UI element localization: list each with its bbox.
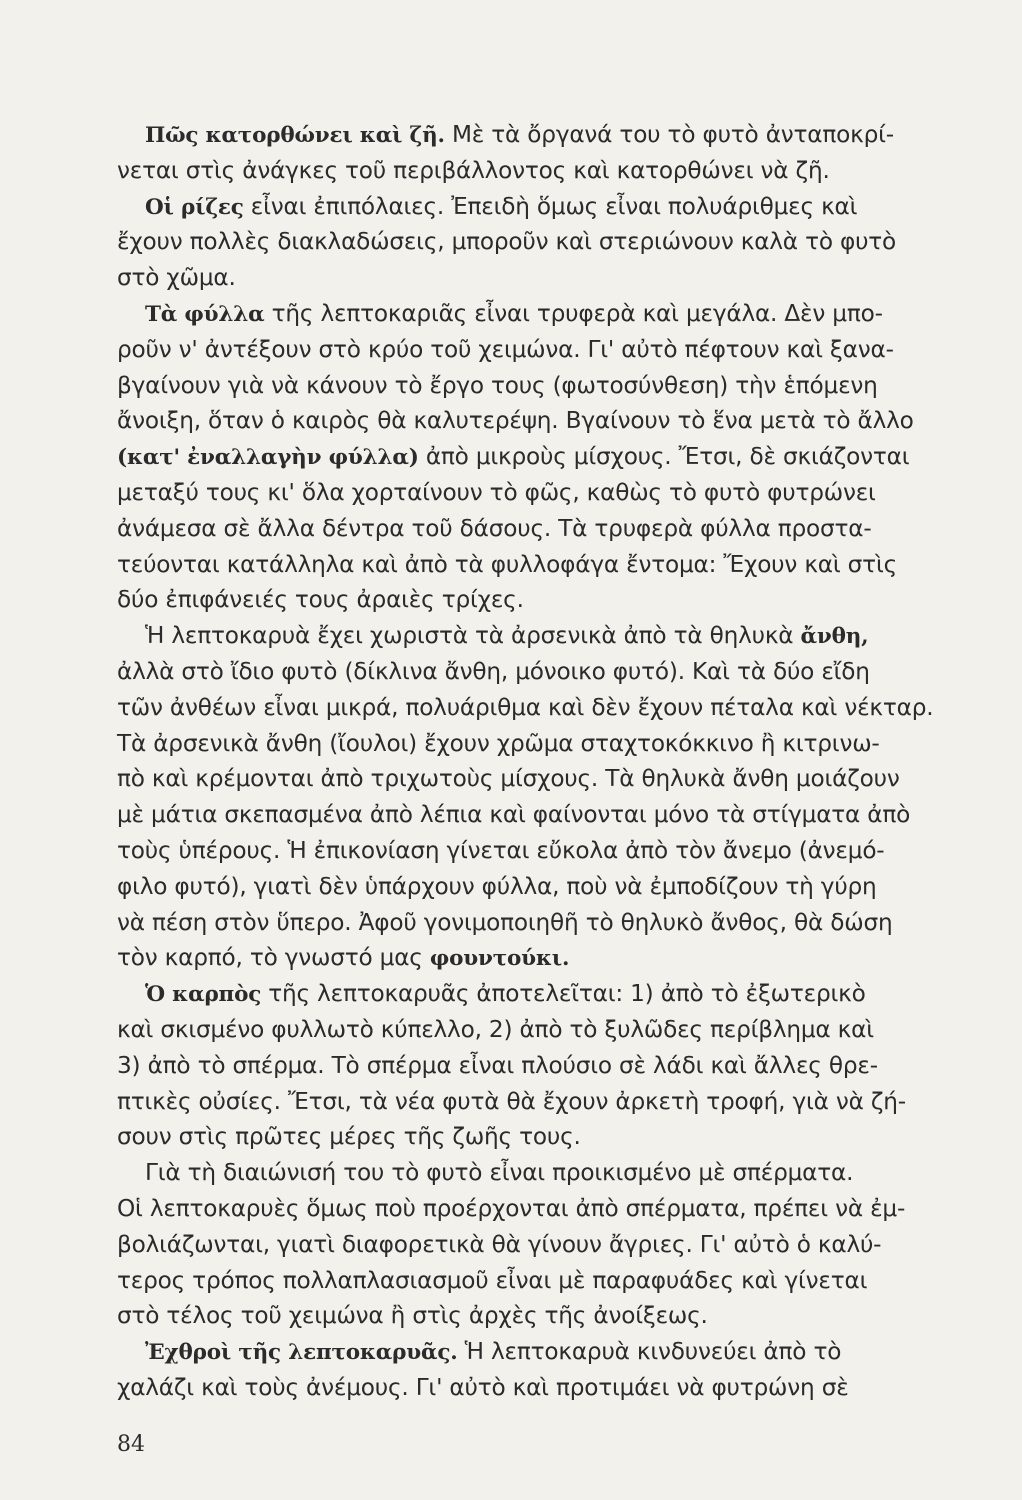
text-line [117,1156,962,1192]
text-line [117,1013,962,1049]
text-line-bold-term: Ἐχθροὶ τῆς λεπτοκαρυᾶς. [145,1340,458,1366]
text-line [117,1299,962,1335]
text-line-plain: μὲ μάτια σκεπασμένα ἀπὸ λέπια καὶ φαίνονται μόνο τὰ στίγματα ἀπὸ [117,801,911,829]
text-line [117,225,962,261]
text-line [117,977,962,1013]
text-line [117,369,962,405]
text-line [117,798,962,834]
text-line-plain: ροῦν ν' ἀντέξουν στὸ κρύο τοῦ χειμώνα. Γι' αὐτὸ πέφτουν καὶ ξανα- [117,335,894,363]
text-line [117,762,962,798]
text-line-bold-term: Ὁ καρπὸς [145,982,262,1008]
text-line [117,261,962,297]
text-line-plain: στὸ τέλος τοῦ χειμώνα ἢ στὶς ἀρχὲς τῆς ἀνοίξεως. [117,1302,708,1330]
text-line [117,512,962,548]
text-line-plain: τὸν καρπό, τὸ γνωστό μας [117,944,430,972]
text-line-plain: Τὰ ἀρσενικὰ ἄνθη (ἴουλοι) ἔχουν χρῶμα σταχτοκόκκινο ἢ κιτρινω- [117,729,880,757]
text-line [117,404,962,440]
text-line-bold-term: Πῶς κατορθώνει καὶ ζῆ. [145,123,445,148]
text-line-bold-term: (κατ' ἐναλλαγὴν φύλλα) [117,445,419,471]
text-line-bold-term: ἄνθη, [800,624,869,650]
text-line [117,1049,962,1085]
text-line-plain-after: Ἡ λεπτοκαρυὰ κινδυνεύει ἀπὸ τὸ [457,1338,842,1366]
text-line-plain: ἀλλὰ στὸ ἴδιο φυτὸ (δίκλινα ἄνθη, μόνοικο φυτό). Καὶ τὰ δύο εἴδη [117,657,870,685]
text-line-plain-after: Μὲ τὰ ὄργανά του τὸ φυτὸ ἀνταποκρί- [444,121,894,148]
text-line-plain: Ἡ λεπτοκαρυὰ ἔχει χωριστὰ τὰ ἀρσενικὰ ἀπὸ τὰ θηλυκὰ [145,622,801,650]
text-line [117,1120,962,1156]
text-line [117,941,962,977]
text-line-plain: φιλο φυτό), γιατὶ δὲν ὑπάρχουν φύλλα, ποὺ νὰ ἐμποδίζουν τὴ γύρη [117,872,877,900]
text-line [117,691,962,727]
text-line [117,906,962,942]
page-number: 84 [117,1432,145,1457]
text-line-plain: στὸ χῶμα. [117,264,236,292]
text-line [117,118,962,154]
text-line [117,548,962,584]
text-line [117,583,962,619]
text-line-plain-after: εἶναι ἐπιπόλαιες. Ἐπειδὴ ὅμως εἶναι πολυάριθμες καὶ [243,192,858,220]
text-line-plain: χαλάζι καὶ τοὺς ἀνέμους. Γι' αὐτὸ καὶ προτιμάει νὰ φυτρώνη σὲ [117,1373,849,1401]
text-line-bold-term: Τὰ φύλλα [145,301,265,327]
text-line-plain: πὸ καὶ κρέμονται ἀπὸ τριχωτοὺς μίσχους. Τὰ θηλυκὰ ἄνθη μοιάζουν [117,765,900,793]
text-line [117,1335,962,1371]
body-text [117,118,962,1407]
text-line-plain: τοὺς ὑπέρους. Ἡ ἐπικονίαση γίνεται εὔκολα ἀπὸ τὸν ἄνεμο (ἀνεμό- [117,836,885,864]
text-line-plain-after: ἀπὸ μικροὺς μίσχους. Ἔτσι, δὲ σκιάζονται [418,443,910,471]
text-line-plain: δύο ἐπιφάνειές τους ἀραιὲς τρίχες. [117,586,524,614]
text-line [117,297,962,333]
text-line-plain: βγαίνουν γιὰ νὰ κάνουν τὸ ἔργο τους (φωτοσύνθεση) τὴν ἑπόμενη [117,371,878,399]
text-line-plain: σουν στὶς πρῶτες μέρες τῆς ζωῆς τους. [117,1123,581,1151]
text-line-plain-after: τῆς λεπτοκαριᾶς εἶναι τρυφερὰ καὶ μεγάλα. Δὲν μπο- [264,299,883,327]
text-line-plain: Οἱ λεπτοκαρυὲς ὅμως ποὺ προέρχονται ἀπὸ σπέρματα, πρέπει νὰ ἐμ- [117,1194,906,1222]
text-line-bold-term: φουντούκι. [429,946,570,972]
text-line [117,190,962,226]
text-line [117,154,962,190]
text-line-plain: ἔχουν πολλὲς διακλαδώσεις, μποροῦν καὶ στεριώνουν καλὰ τὸ φυτὸ [117,228,897,256]
text-line [117,440,962,476]
text-line [117,1264,962,1300]
text-line [117,727,962,763]
text-line [117,870,962,906]
text-line-plain: τερος τρόπος πολλαπλασιασμοῦ εἶναι μὲ παραφυάδες καὶ γίνεται [117,1266,868,1294]
text-line [117,1192,962,1228]
text-line-plain: νεται στὶς ἀνάγκες τοῦ περιβάλλοντος καὶ κατορθώνει νὰ ζῆ. [117,156,830,184]
text-line-plain: καὶ σκισμένο φυλλωτὸ κύπελλο, 2) ἀπὸ τὸ ξυλῶδες περίβλημα καὶ [117,1015,874,1043]
text-line [117,655,962,691]
text-line-plain: βολιάζωνται, γιατὶ διαφορετικὰ θὰ γίνουν ἄγριες. Γι' αὐτὸ ὁ καλύ- [117,1230,882,1258]
text-line [117,1085,962,1121]
text-line-plain: νὰ πέση στὸν ὕπερο. Ἀφοῦ γονιμοποιηθῆ τὸ θηλυκὸ ἄνθος, θὰ δώση [117,908,893,936]
text-line-plain: πτικὲς οὐσίες. Ἔτσι, τὰ νέα φυτὰ θὰ ἔχουν ἀρκετὴ τροφή, γιὰ νὰ ζή- [117,1087,906,1115]
text-line [117,1371,962,1407]
text-line [117,1228,962,1264]
text-line [117,834,962,870]
text-line-plain: ἄνοιξη, ὅταν ὁ καιρὸς θὰ καλυτερέψη. Βγαίνουν τὸ ἕνα μετὰ τὸ ἄλλο [117,407,914,435]
text-line-plain: τῶν ἀνθέων εἶναι μικρά, πολυάριθμα καὶ δὲν ἔχουν πέταλα καὶ νέκταρ. [117,693,934,721]
text-line [117,476,962,512]
text-line [117,333,962,369]
text-line-plain-after: τῆς λεπτοκαρυᾶς ἀποτελεῖται: 1) ἀπὸ τὸ ἐξωτερικὸ [261,980,866,1008]
text-line-bold-term: Οἱ ρίζες [145,194,244,220]
text-line [117,619,962,655]
text-line-plain: ἀνάμεσα σὲ ἄλλα δέντρα τοῦ δάσους. Τὰ τρυφερὰ φύλλα προστα- [117,514,872,542]
text-line-plain: μεταξύ τους κι' ὅλα χορταίνουν τὸ φῶς, καθὼς τὸ φυτὸ φυτρώνει [117,478,876,506]
text-line-plain: τεύονται κατάλληλα καὶ ἀπὸ τὰ φυλλοφάγα ἔντομα: Ἔχουν καὶ στὶς [117,550,897,578]
text-line-plain: Γιὰ τὴ διαιώνισή του τὸ φυτὸ εἶναι προικισμένο μὲ σπέρματα. [145,1159,854,1187]
text-line-plain: 3) ἀπὸ τὸ σπέρμα. Τὸ σπέρμα εἶναι πλούσιο σὲ λάδι καὶ ἄλλες θρε- [117,1051,878,1079]
